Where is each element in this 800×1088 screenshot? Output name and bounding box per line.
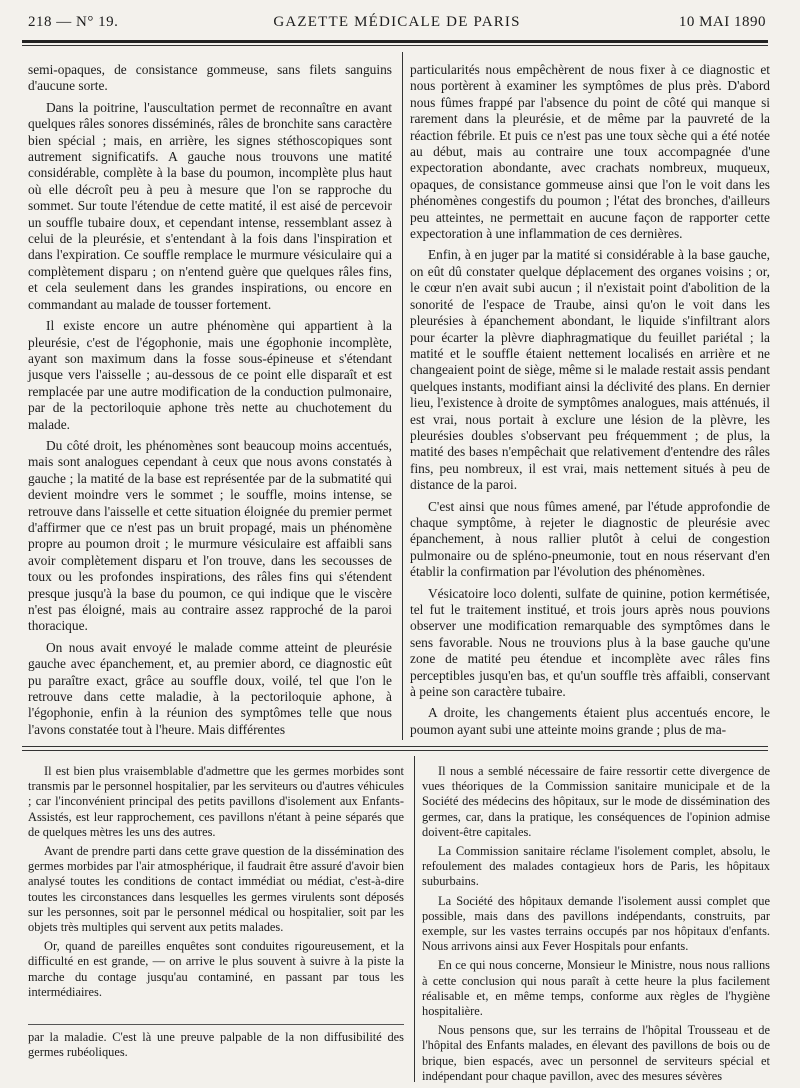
paragraph: Vésicatoire loco dolenti, sulfate de quinine, potion kermétisée, tel fut le traitement institué, et trois jours après nous pouvions observer une modification remarquable des symptômes dans le sens favorable. Nous ne trouvions plus à la base gauche qu'une zone de matité peu étendue et incomplète avec râles fins perceptibles jusqu'en bas, et qu'un souffle très affaibli, conservant à peine son caractère tubaire. — [410, 585, 770, 700]
paragraph: La Société des hôpitaux demande l'isolement aussi complet que possible, mais dans des pavillons indépendants, construits, par exemple, sur les vastes terrains occupés par nos hôpitaux d'enfants. Nous arrivons ainsi aux Fever Hospitals pour enfants. — [422, 893, 770, 954]
page-header — [28, 14, 766, 36]
paragraph: La Commission sanitaire réclame l'isolement complet, absolu, le refoulement des malades contagieux hors de Paris, les hôpitaux suburbains. — [422, 844, 770, 889]
paragraph: semi-opaques, de consistance gommeuse, sans filets sanguins d'aucune sorte. — [28, 62, 392, 94]
paragraph: Dans la poitrine, l'auscultation permet de reconnaître en avant quelques râles sonores disséminés, râles de bronchite sans caractère bien spécial ; mais, en arrière, les signes stéthoscopiques sont autrement significatifs. A gauche nous trouvons une matité considérable, complète à la base du poumon, incomplète plus haut où elle décroît peu à peu à mesure que l'on se rapproche du sommet. Sur toute l'étendue de cette matité, il est aisé de percevoir un souffle tubaire doux, et cependant intense, ressemblant assez à celui de la pleurésie, et s'entendant à la fois dans l'inspiration et dans l'expiration. Ce souffle remplace le murmure vésiculaire qui a complètement disparu ; on n'entend guère que quelques râles fins, et cela seulement dans les grandes inspirations, ou encore en commandant au malade de tousser fortement. — [28, 99, 392, 312]
paragraph: On nous avait envoyé le malade comme atteint de pleurésie gauche avec épanchement, et, au premier abord, ce diagnostic eût pu paraître exact, grâce au souffle doux, voilé, tel que l'on le retrouve dans cette maladie, à la pectoriloquie aphone, à l'égophonie, enfin à la réunion des symptômes telle que nous l'avons constatée tout à l'heure. Mais différentes — [28, 639, 392, 737]
feuilleton-rule — [22, 746, 768, 747]
paragraph: Du côté droit, les phénomènes sont beaucoup moins accentués, mais sont analogues cependant à ceux que nous avons constatés à gauche ; la matité de la base est représentée par de la submatité qui devient moindre vers le sommet ; le souffle, moins intense, se retrouve dans l'aisselle et cette situation éloignée du premier permet d'affirmer que ce n'est pas un bruit propagé, mais un phénomène propre au poumon droit ; le murmure vésiculaire est affaibli sans avoir complètement disparu et l'on trouve, dans les secousses de toux ou les profondes inspirations, des râles fins qui s'étendent presque jusqu'à la base du poumon, ce qui indique que le viscère n'est pas éloigné, mais au contraire assez rapproché de la paroi thoracique. — [28, 437, 392, 634]
paragraph: Il est bien plus vraisemblable d'admettre que les germes morbides sont transmis par le personnel hospitalier, par les serviteurs ou d'autres véhicules ; car l'inconvénient principal des petits pavillons d'isolement aux Enfants-Assistés, est leur rapprochement, ces pavillons n'étant à peine séparés que de quelques mètres les uns des autres. — [28, 764, 404, 839]
paragraph: Il existe encore un autre phénomène qui appartient à la pleurésie, c'est de l'égophonie, mais une égophonie incomplète, ayant son maximum dans la fosse sous-épineuse et s'étendant jusque vers l'aisselle ; au-dessous de ce point elle disparaît et est remplacée par une autre modification de la conduction pulmonaire, par de la pectoriloquie aphone très nette au chuchotement du malade. — [28, 318, 392, 432]
feuilleton-right-column — [422, 764, 770, 1088]
header-rule-thin — [22, 45, 768, 46]
paragraph: Il nous a semblé nécessaire de faire ressortir cette divergence de vues théoriques de la Commission sanitaire municipale et de la Société des médecins des hôpitaux, sur le mode de dissémination des germes, car, dans la pratique, les conséquences de l'opinion admise doivent-être capitales. — [422, 764, 770, 839]
issue-date: 10 MAI 1890 — [678, 14, 766, 30]
feuilleton-left-column — [28, 764, 404, 1004]
feuilleton-rule-2 — [22, 750, 768, 751]
footnote: par la maladie. C'est là une preuve palpable de la non diffusibilité des germes rubéoliques. — [28, 1030, 404, 1060]
column-divider — [402, 52, 403, 740]
right-column — [410, 62, 770, 743]
paragraph: Nous pensons que, sur les terrains de l'hôpital Trousseau et de l'hôpital des Enfants malades, en élevant des pavillons de bois ou de brique, bien espacés, avec un personnel de serviteurs spécial et indépendant pour chaque pavillon, avec des mesures sévères — [422, 1023, 770, 1083]
journal-title: GAZETTE MÉDICALE DE PARIS — [273, 14, 521, 30]
paragraph: particularités nous empêchèrent de nous fixer à ce diagnostic et nous portèrent à examiner les symptômes de plus près. D'abord nous fûmes frappé par l'absence du point de côté qui manque si rarement dans la pleurésie, et de même par la pauvreté de la réaction fébrile. Et puis ce n'est pas une toux sèche qui a été notée au début, mais au contraire une toux accompagnée d'une expectoration abondante, avec crachats nombreux, muqueux, opaques, de consistance gommeuse ainsi que l'on le voit dans les phénomènes congestifs du poumon ; l'état des bronches, d'ailleurs peu atteintes, ne permettait en aucune façon de rapporter cette expectoration à une inflammation de ces dernières. — [410, 62, 770, 242]
paragraph: Avant de prendre parti dans cette grave question de la dissémination des germes morbides par l'air atmosphérique, il faudrait être assuré d'avoir bien analysé toutes les conditions de contact immédiat ou médiat, c'est-à-dire toutes les circonstances dans lesquelles les germes virulents sont déposés sur les personnes, soit par le personnel médical ou hospitalier, soit par les objets très multiples qui servent aux petits malades. — [28, 844, 404, 935]
paragraph: C'est ainsi que nous fûmes amené, par l'étude approfondie de chaque symptôme, à rejeter le diagnostic de pleurésie avec épanchement, à nous rallier plutôt à celui de congestion pulmonaire ou de spléno-pneumonie, tout en nous réservant d'en établir la confirmation par l'évolution des phénomènes. — [410, 498, 770, 580]
paragraph: Enfin, à en juger par la matité si considérable à la base gauche, on eût dû constater quelque déplacement des organes voisins ; or, le cœur n'en avait subi aucun ; il n'existait point d'abolition de la sonorité de l'espace de Traube, ainsi qu'on le voit dans les pleurésies à épanchement abondant, le liquide s'infiltrant alors pour écarter la plèvre diaphragmatique du feuillet pariétal ; la matité et le souffle étaient nettement localisés en arrière et ne changeaient point de siège, même si le malade restait assis pendant quelques instants, modifiant ainsi la déclivité des plans. En dernier lieu, l'existence à droite de symptômes analogues, mais atténués, il est vrai, nous portait à exclure une lésion de la plèvre, les pleurésies doubles s'observant peu fréquemment ; de plus, la matité des bases n'empêchait que relativement d'entendre des râles fins, peu nombreux, il est vrai, mais nettement situés à peu de distance de la paroi. — [410, 247, 770, 493]
footnote-rule — [28, 1024, 404, 1025]
feuilleton-divider — [414, 756, 415, 1082]
paragraph: Or, quand de pareilles enquêtes sont conduites rigoureusement, et la difficulté en est grande, — on arrive le plus souvent à suivre à la piste la marche du contage jusqu'au contaminé, en passant par tous les intermédiaires. — [28, 939, 404, 999]
paragraph: En ce qui nous concerne, Monsieur le Ministre, nous nous rallions à cette conclusion qui nous paraît à cette heure la plus facilement réalisable et, en même temps, conforme aux règles de l'hygiène hospitalière. — [422, 958, 770, 1019]
left-column — [28, 62, 392, 743]
paragraph: A droite, les changements étaient plus accentués encore, le poumon ayant subi une atteinte moins grande ; plus de ma- — [410, 705, 770, 737]
header-rule — [22, 40, 768, 43]
page-number: 218 — N° 19. — [28, 14, 119, 30]
